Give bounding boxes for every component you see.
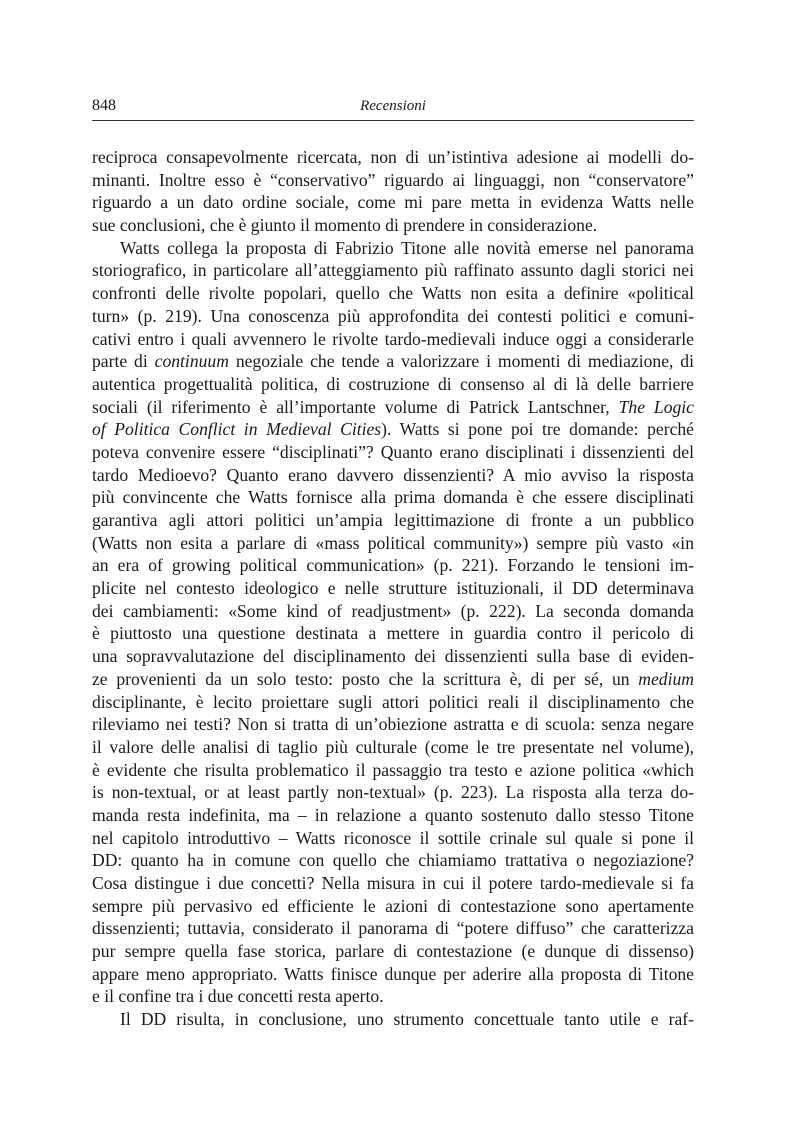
text-line: an era of growing political communication» (p. 221). Forzando le tensioni im- [92,555,694,576]
text-line: e il confine tra i due concetti resta aperto. [92,986,384,1007]
text-line: Il DD risulta, in conclusione, uno strumento concettuale tanto utile e raf- [120,1009,694,1030]
text-segment: ze provenienti da un solo testo: posto che la scrittura è, di per sé, un [92,668,639,689]
text-line: turn» (p. 219). Una conoscenza più approfondita dei contesti politici e comuni- [92,305,694,326]
text-line [92,668,694,691]
text-line: minanti. Inoltre esso è “conservativo” riguardo ai linguaggi, non “conservatore” [92,169,694,190]
text-line: pur sempre quella fase storica, parlare di contestazione (e dunque di dissenso) [92,941,694,962]
text-segment: ). Watts si pone poi tre domande: perché [381,419,694,440]
text-line: plicite nel contesto ideologico e nelle strutture istituzionali, il DD determinava [92,578,694,599]
italic-term: of Politica Conflict in Medieval Cities [92,419,382,440]
text-line: Cosa distingue i due concetti? Nella misura in cui il potere tardo-medievale si fa [92,873,694,893]
body-text [92,146,694,1031]
text-segment: parte di [92,351,155,372]
text-line: rileviamo nei testi? Non si tratta di un’obiezione astratta e di scuola: senza negare [92,714,694,735]
text-line: Watts collega la proposta di Fabrizio Titone alle novità emerse nel panorama [120,237,694,258]
italic-term: medium [638,668,694,689]
text-line: cativi entro i quali avvennero le rivolte tardo-medievali induce oggi a considerarle [92,328,694,349]
text-line [92,396,694,419]
text-line: una sopravvalutazione del disciplinamento dei dissenzienti sulla base di eviden- [92,646,694,667]
text-line: storiografico, in particolare all’atteggiamento più raffinato assunto dagli storici nei [92,260,694,281]
text-line: DD: quanto ha in comune con quello che chiamiamo trattativa o negoziazione? [92,850,694,871]
text-line: reciproca consapevolmente ricercata, non di un’istintiva adesione ai modelli do- [92,147,694,167]
text-line: più convincente che Watts fornisce alla prima domanda è che essere disciplinati [92,487,694,508]
text-line: sempre più pervasivo ed efficiente le azioni di contestazione sono apertamente [92,895,694,916]
page-header [92,96,694,121]
italic-term: continuum [154,351,229,372]
text-line [92,418,694,441]
text-line: garantiva agli attori politici un’ampia legittimazione di fronte a un pubblico [92,510,694,530]
text-line [92,350,694,373]
running-head: Recensioni [360,98,426,114]
text-line: dissenzienti; tuttavia, considerato il panorama di “potere diffuso” che caratterizza [92,918,694,939]
text-line: manda resta indefinita, ma – in relazione a quanto sostenuto dallo stesso Titone [92,804,694,825]
text-line: (Watts non esita a parlare di «mass political community») sempre più vasto «in [92,532,694,553]
text-line: è piuttosto una questione destinata a mettere in guardia contro il pericolo di [92,623,694,644]
text-line: è evidente che risulta problematico il passaggio tra testo e azione politica «which [92,759,694,780]
text-line: appare meno appropriato. Watts finisce dunque per aderire alla proposta di Titone [92,963,694,984]
text-line: confronti delle rivolte popolari, quello che Watts non esita a definire «political [92,283,694,304]
text-line: sue conclusioni, che è giunto il momento di prendere in considerazione. [92,215,598,236]
italic-term: The Logic [618,396,694,417]
text-line: disciplinante, è lecito proiettare sugli attori politici reali il disciplinamento che [92,691,694,712]
text-line: tardo Medioevo? Quanto erano davvero dissenzienti? A mio avviso la risposta [92,464,694,485]
page-number: 848 [92,97,116,114]
text-line: il valore delle analisi di taglio più culturale (come le tre presentate nel volume), [92,736,694,757]
text-line: nel capitolo introduttivo – Watts riconosce il sottile crinale sul quale si pone il [92,827,694,848]
text-line: poteva convenire essere “disciplinati”? Quanto erano disciplinati i dissenzienti del [92,441,694,462]
text-line: riguardo a un dato ordine sociale, come mi pare metta in evidenza Watts nelle [92,192,694,213]
text-line: is non-textual, or at least partly non-textual» (p. 223). La risposta alla terza do- [92,782,694,803]
text-line: autentica progettualità politica, di costruzione di consenso al di là delle barriere [92,373,694,394]
text-line: dei cambiamenti: «Some kind of readjustment» (p. 222). La seconda domanda [92,600,694,621]
text-segment: sociali (il riferimento è all’importante volume di Patrick Lantschner, [92,396,619,417]
text-segment: negoziale che tende a valorizzare i momenti di mediazione, di [228,351,694,372]
